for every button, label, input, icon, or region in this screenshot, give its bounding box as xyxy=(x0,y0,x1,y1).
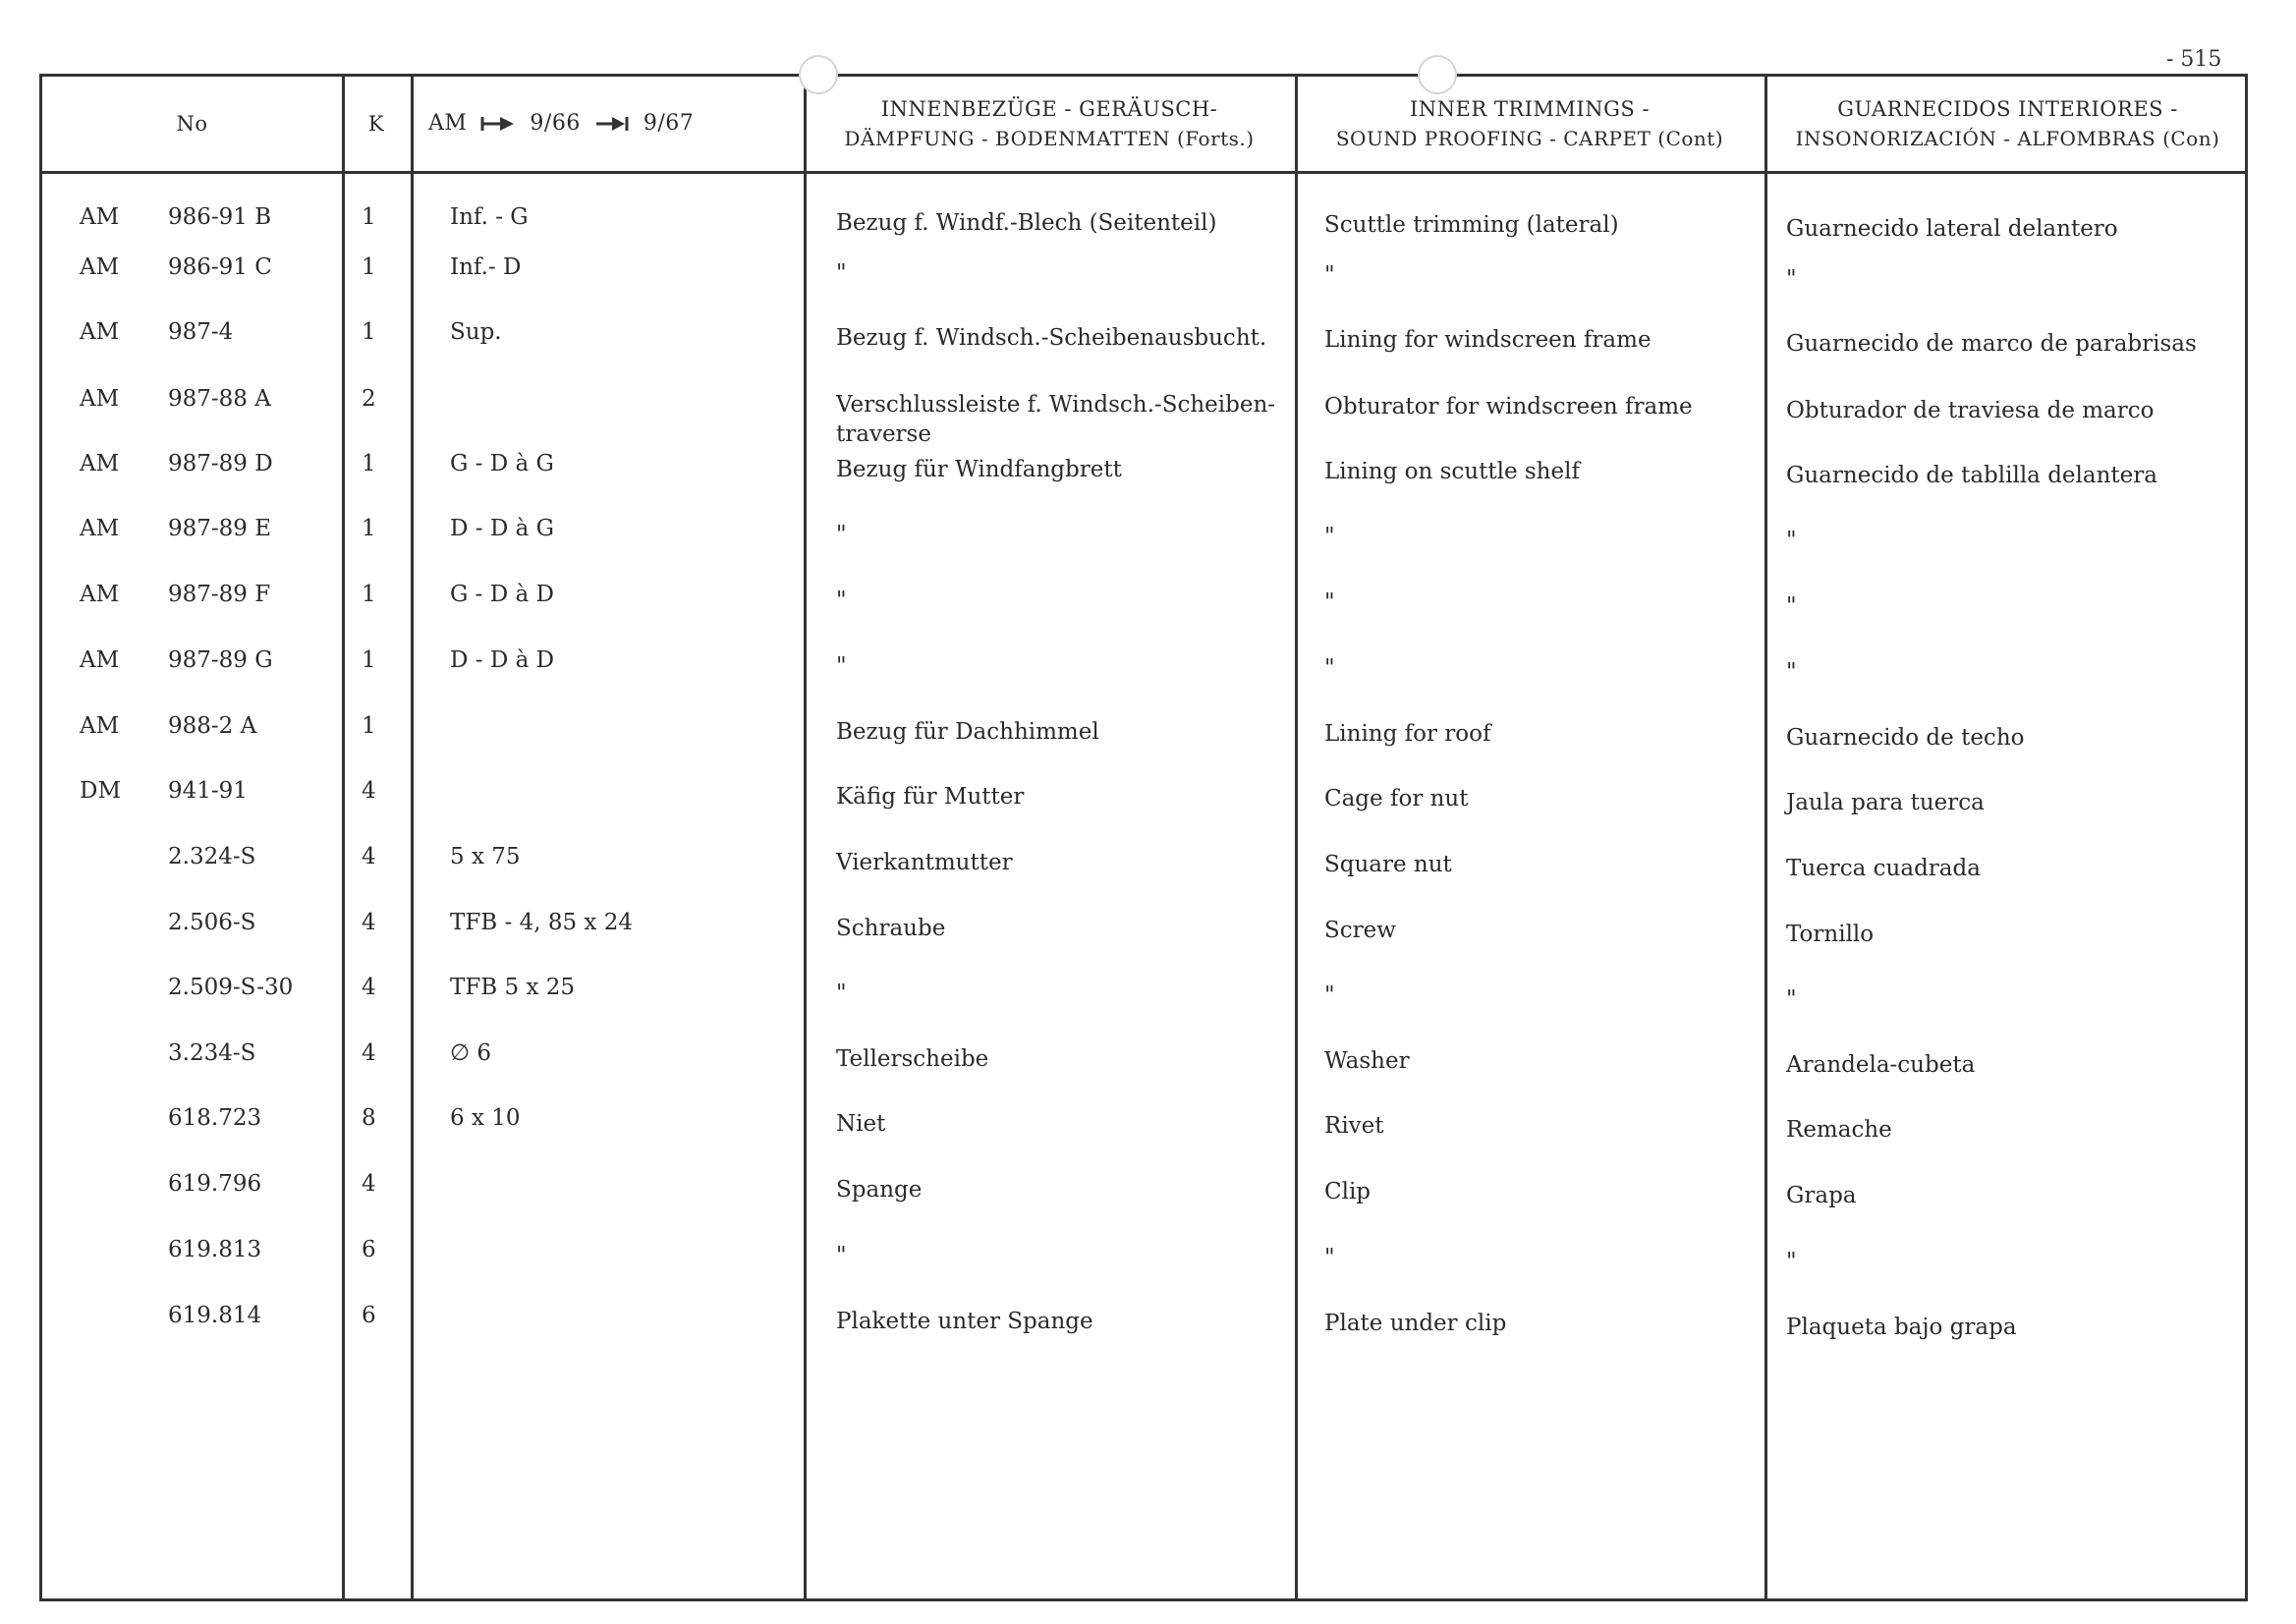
part-number: 619.814 xyxy=(168,1303,262,1328)
german-description: " xyxy=(836,588,847,613)
spanish-description: Jaula para tuerca xyxy=(1786,790,1985,815)
part-number: 619.796 xyxy=(168,1171,262,1197)
parts-table xyxy=(39,74,2248,1601)
row-prefix: DM xyxy=(80,778,121,804)
spanish-description: " xyxy=(1786,593,1797,619)
quantity: 1 xyxy=(362,582,376,607)
am-spec: Inf. - G xyxy=(450,204,529,230)
row-prefix: AM xyxy=(80,647,120,673)
english-description: Plate under clip xyxy=(1324,1311,1507,1336)
english-description: Lining on scuttle shelf xyxy=(1324,459,1580,484)
part-number: 987-88 A xyxy=(168,386,271,412)
part-number: 986-91 B xyxy=(168,204,272,230)
column-divider xyxy=(342,77,345,1598)
start-arrow-icon xyxy=(480,115,516,133)
spanish-description: Tornillo xyxy=(1786,922,1875,947)
german-description: Plakette unter Spange xyxy=(836,1309,1093,1334)
header-english-line: INNER TRIMMINGS - xyxy=(1409,97,1651,121)
header-divider xyxy=(42,171,2245,174)
quantity: 4 xyxy=(362,975,376,1000)
quantity: 1 xyxy=(362,647,376,673)
spanish-description: Arandela-cubeta xyxy=(1786,1052,1976,1078)
header-german xyxy=(804,77,1295,171)
german-description: Käfig für Mutter xyxy=(836,784,1025,810)
am-spec: Sup. xyxy=(450,319,502,345)
header-am-range xyxy=(411,77,804,171)
english-description: Cage for nut xyxy=(1324,786,1469,812)
am-spec: D - D à G xyxy=(450,516,554,541)
german-description: Schraube xyxy=(836,916,946,941)
spanish-description: Guarnecido lateral delantero xyxy=(1786,216,2118,242)
part-number: 986-91 C xyxy=(168,254,272,280)
quantity: 1 xyxy=(362,713,376,739)
english-description: Square nut xyxy=(1324,852,1452,877)
part-number: 618.723 xyxy=(168,1105,262,1131)
quantity: 6 xyxy=(362,1237,376,1262)
page-number: - 515 xyxy=(2166,47,2222,72)
column-divider xyxy=(1764,77,1767,1598)
row-prefix: AM xyxy=(80,254,120,280)
row-prefix: AM xyxy=(80,451,120,476)
row-prefix: AM xyxy=(80,713,120,739)
am-spec: 6 x 10 xyxy=(450,1105,521,1131)
quantity: 1 xyxy=(362,319,376,345)
quantity: 1 xyxy=(362,254,376,280)
quantity: 1 xyxy=(362,204,376,230)
part-number: 988-2 A xyxy=(168,713,257,739)
am-spec: Inf.- D xyxy=(450,254,522,280)
part-number: 941-91 xyxy=(168,778,248,804)
english-description: Screw xyxy=(1324,918,1396,943)
german-description: Vierkantmutter xyxy=(836,850,1013,875)
german-description: Bezug f. Windsch.-Scheibenausbucht. xyxy=(836,325,1267,351)
quantity: 4 xyxy=(362,910,376,935)
part-number: 2.509-S-30 xyxy=(168,975,294,1000)
spanish-description: " xyxy=(1786,659,1797,685)
english-description: " xyxy=(1324,524,1335,549)
english-description: " xyxy=(1324,589,1335,615)
header-spanish xyxy=(1764,77,2251,171)
part-number: 987-4 xyxy=(168,319,234,345)
german-description: Spange xyxy=(836,1177,923,1203)
english-description: Lining for roof xyxy=(1324,721,1491,747)
spanish-description: " xyxy=(1786,528,1797,553)
part-number: 3.234-S xyxy=(168,1040,256,1066)
date-from: 9/66 xyxy=(530,111,581,136)
header-english-line: SOUND PROOFING - CARPET (Cont) xyxy=(1335,127,1724,150)
header-no: No xyxy=(176,112,208,136)
part-number: 987-89 F xyxy=(168,582,271,607)
part-number: 619.813 xyxy=(168,1237,262,1262)
spanish-description: " xyxy=(1786,1249,1797,1274)
quantity: 6 xyxy=(362,1303,376,1328)
english-description: " xyxy=(1324,982,1335,1008)
spanish-description: " xyxy=(1786,266,1797,292)
german-description: Verschlussleiste f. Windsch.-Scheiben- xyxy=(836,392,1276,418)
quantity: 4 xyxy=(362,778,376,804)
part-number: 2.506-S xyxy=(168,910,256,935)
spanish-description: Tuerca cuadrada xyxy=(1786,856,1981,881)
am-label: AM xyxy=(428,111,468,136)
column-divider xyxy=(804,77,807,1598)
spanish-description: Guarnecido de techo xyxy=(1786,725,2025,751)
german-description: Tellerscheibe xyxy=(836,1046,989,1072)
german-description: " xyxy=(836,260,847,286)
part-number: 987-89 E xyxy=(168,516,272,541)
german-description: " xyxy=(836,653,847,679)
spanish-description: " xyxy=(1786,986,1797,1012)
part-number: 987-89 D xyxy=(168,451,273,476)
german-description: Bezug für Windfangbrett xyxy=(836,457,1122,482)
header-german-line: DÄMPFUNG - BODENMATTEN (Forts.) xyxy=(844,127,1255,150)
am-spec: ∅ 6 xyxy=(450,1040,491,1066)
am-spec: TFB - 4, 85 x 24 xyxy=(450,910,633,935)
part-number: 987-89 G xyxy=(168,647,273,673)
english-description: Clip xyxy=(1324,1179,1372,1204)
english-description: Washer xyxy=(1324,1048,1410,1074)
english-description: Rivet xyxy=(1324,1113,1384,1139)
date-to: 9/67 xyxy=(643,111,695,136)
german-description: Bezug für Dachhimmel xyxy=(836,719,1099,745)
english-description: Scuttle trimming (lateral) xyxy=(1324,212,1619,238)
row-prefix: AM xyxy=(80,319,120,345)
am-date-range xyxy=(428,109,694,139)
spanish-description: Plaqueta bajo grapa xyxy=(1786,1315,2017,1340)
english-description: " xyxy=(1324,1245,1335,1270)
quantity: 4 xyxy=(362,1040,376,1066)
am-spec: D - D à D xyxy=(450,647,555,673)
german-description: " xyxy=(836,522,847,547)
german-description: " xyxy=(836,1243,847,1268)
row-prefix: AM xyxy=(80,204,120,230)
spanish-description: Obturador de traviesa de marco xyxy=(1786,398,2155,423)
german-description: Bezug f. Windf.-Blech (Seitenteil) xyxy=(836,210,1217,236)
am-spec: 5 x 75 xyxy=(450,844,521,869)
header-k: K xyxy=(367,112,385,136)
column-divider xyxy=(411,77,414,1598)
german-description: traverse xyxy=(836,421,931,447)
quantity: 8 xyxy=(362,1105,376,1131)
spanish-description: Remache xyxy=(1786,1117,1892,1143)
header-german-line: INNENBEZÜGE - GERÄUSCH- xyxy=(880,97,1218,121)
english-description: Obturator for windscreen frame xyxy=(1324,394,1693,420)
header-spanish-line: GUARNECIDOS INTERIORES - xyxy=(1837,97,2178,121)
row-prefix: AM xyxy=(80,516,120,541)
english-description: Lining for windscreen frame xyxy=(1324,327,1652,353)
am-spec: G - D à D xyxy=(450,582,554,607)
spanish-description: Guarnecido de marco de parabrisas xyxy=(1786,331,2197,357)
german-description: Niet xyxy=(836,1111,886,1137)
quantity: 2 xyxy=(362,386,376,412)
am-spec: TFB 5 x 25 xyxy=(450,975,576,1000)
quantity: 4 xyxy=(362,844,376,869)
quantity: 4 xyxy=(362,1171,376,1197)
german-description: " xyxy=(836,980,847,1006)
part-number: 2.324-S xyxy=(168,844,256,869)
am-spec: G - D à G xyxy=(450,451,554,476)
header-english xyxy=(1295,77,1764,171)
header-spanish-line: INSONORIZACIÓN - ALFOMBRAS (Con) xyxy=(1795,127,2220,150)
english-description: " xyxy=(1324,655,1335,681)
quantity: 1 xyxy=(362,516,376,541)
quantity: 1 xyxy=(362,451,376,476)
row-prefix: AM xyxy=(80,582,120,607)
column-divider xyxy=(1295,77,1298,1598)
spanish-description: Grapa xyxy=(1786,1183,1857,1208)
row-prefix: AM xyxy=(80,386,120,412)
english-description: " xyxy=(1324,262,1335,288)
spanish-description: Guarnecido de tablilla delantera xyxy=(1786,463,2157,488)
end-arrow-icon xyxy=(594,115,630,133)
